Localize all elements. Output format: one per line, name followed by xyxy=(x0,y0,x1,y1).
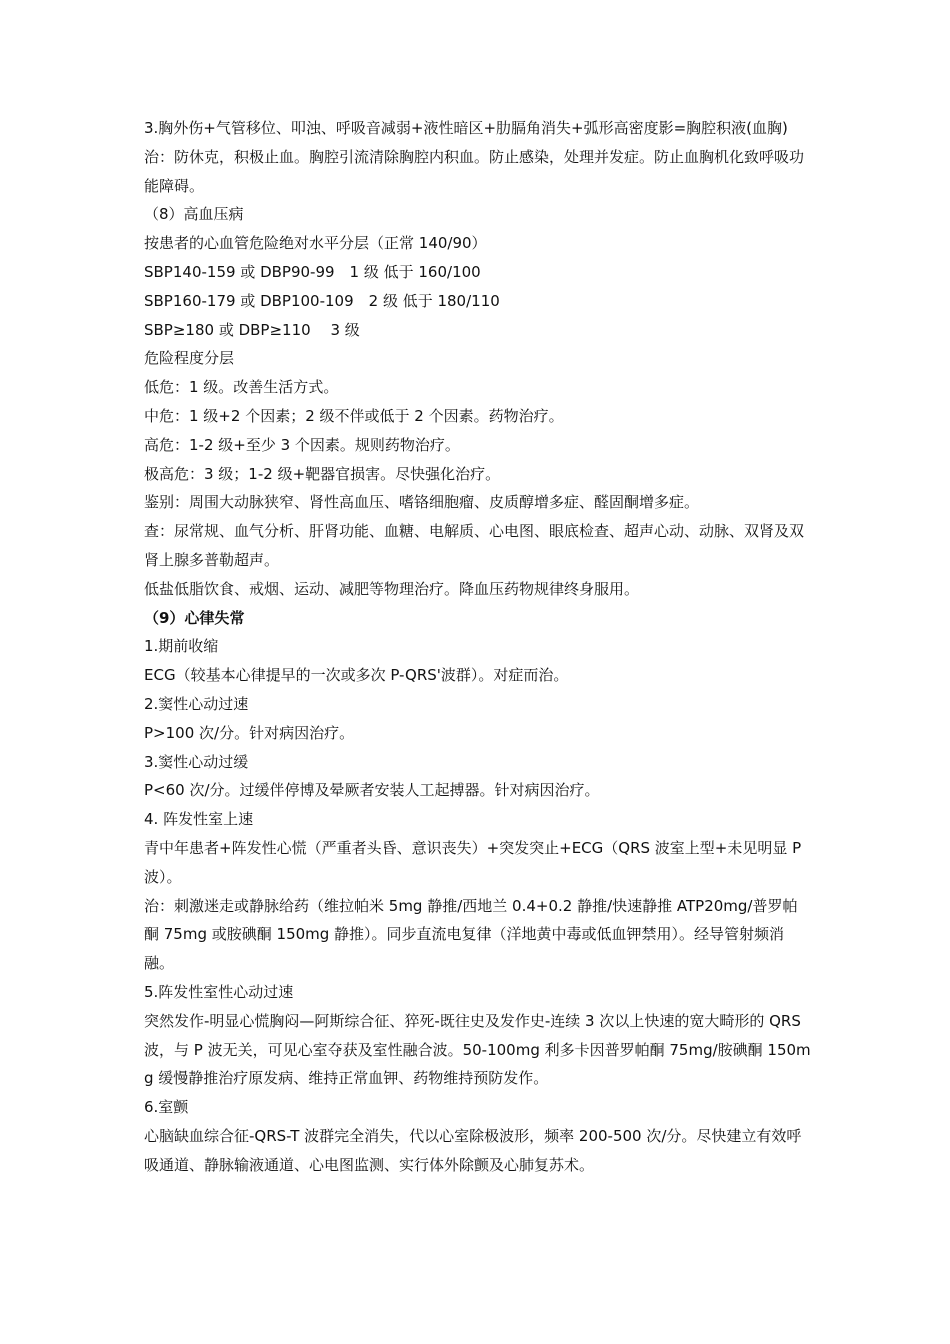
lifestyle-treatment-line: 低盐低脂饮食、戒烟、运动、减肥等物理治疗。降血压药物规律终身服用。 xyxy=(144,579,640,598)
low-risk-line: 低危：1 级。改善生活方式。 xyxy=(144,378,339,397)
differential-diagnosis-line: 鉴别：周围大动脉狭窄、肾性高血压、嗜铬细胞瘤、皮质醇增多症、醛固酮增多症。 xyxy=(144,493,700,512)
very-high-risk-line: 极高危：3 级；1-2 级+靶器官损害。尽快强化治疗。 xyxy=(144,464,501,483)
psvt-diagnosis: 青中年患者+阵发性心慌（严重者头昏、意识丧失）+突发突止+ECG（QRS 波室上型+未见明显 P 波）。 xyxy=(144,838,802,886)
psvt-heading: 4. 阵发性室上速 xyxy=(144,810,254,829)
sinus-bradycardia-heading: 3.窦性心动过缓 xyxy=(144,752,249,771)
sinus-bradycardia-text: P<60 次/分。过缓伴停博及晕厥者安装人工起搏器。针对病因治疗。 xyxy=(144,781,600,800)
sinus-tachycardia-text: P>100 次/分。针对病因治疗。 xyxy=(144,723,355,742)
medium-risk-line: 中危：1 级+2 个因素；2 级不伴或低于 2 个因素。药物治疗。 xyxy=(144,406,564,425)
risk-level-heading: 危险程度分层 xyxy=(144,349,235,368)
grade-3-line: SBP≥180 或 DBP≥110 3 级 xyxy=(144,320,360,339)
vf-heading: 6.室颤 xyxy=(144,1098,189,1117)
paragraph-hemothorax-treatment: 治：防休克，积极止血。胸腔引流清除胸腔内积血。防止感染，处理并发症。防止血胸机化致呼吸功能障碍。 xyxy=(144,147,805,195)
psvt-treatment: 治：刺激迷走或静脉给药（维拉帕米 5mg 静推/西地兰 0.4+0.2 静推/快速静推 ATP20mg/普罗帕酮 75mg 或胺碘酮 150mg 静推）。同步直流电复律（洋地黄中毒或低血钾禁用）。经导管射频消融。 xyxy=(144,896,798,973)
vf-text: 心脑缺血综合征-QRS-T 波群完全消失，代以心室除极波形，频率 200-500 次/分。尽快建立有效呼吸通道、静脉输液通道、心电图监测、实行体外除颤及心肺复苏术。 xyxy=(144,1126,802,1174)
paragraph-hemothorax-signs: 3.胸外伤+气管移位、叩浊、呼吸音减弱+液性暗区+肋膈角消失+弧形高密度影=胸腔积液(血胸) xyxy=(144,119,788,137)
section-heading-arrhythmia: （9）心律失常 xyxy=(144,608,245,627)
premature-beats-heading: 1.期前收缩 xyxy=(144,637,219,656)
grade-2-line: SBP160-179 或 DBP100-109 2 级 低于 180/110 xyxy=(144,291,500,310)
paragraph-risk-stratification: 按患者的心血管危险绝对水平分层（正常 140/90） xyxy=(144,234,487,253)
sinus-tachycardia-heading: 2.窦性心动过速 xyxy=(144,694,249,713)
vt-heading: 5.阵发性室性心动过速 xyxy=(144,982,294,1001)
vt-text: 突然发作-明显心慌胸闷—阿斯综合征、猝死-既往史及发作史-连续 3 次以上快速的宽大畸形的 QRS 波，与 P 波无关，可见心室夺获及室性融合波。50-100mg 利多卡因普罗帕酮 75mg/胺碘酮 150mg 缓慢静推治疗原发病、维持正常血钾、药物维持预防发作。 xyxy=(144,1011,811,1088)
high-risk-line: 高危：1-2 级+至少 3 个因素。规则药物治疗。 xyxy=(144,435,460,454)
examination-line: 查：尿常规、血气分析、肝肾功能、血糖、电解质、心电图、眼底检查、超声心动、动脉、双肾及双肾上腺多普勒超声。 xyxy=(144,522,805,569)
document-page xyxy=(144,114,812,1179)
section-heading-hypertension: （8）高血压病 xyxy=(144,205,244,224)
premature-beats-ecg: ECG（较基本心律提早的一次或多次 P-QRS'波群）。对症而治。 xyxy=(144,666,569,685)
grade-1-line: SBP140-159 或 DBP90-99 1 级 低于 160/100 xyxy=(144,262,481,281)
